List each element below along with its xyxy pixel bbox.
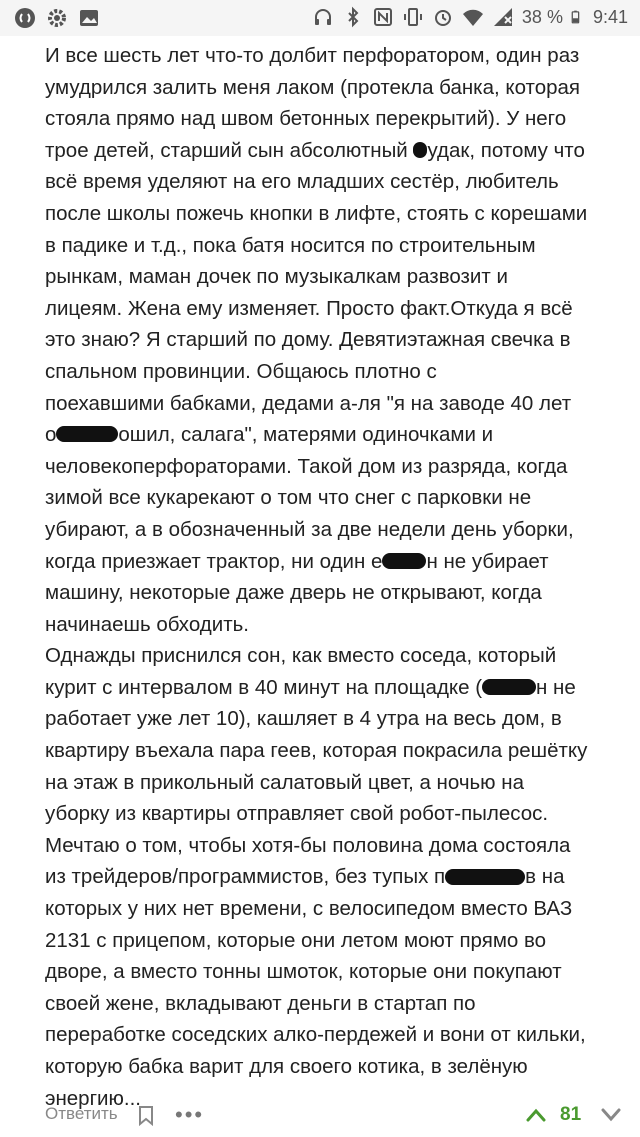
comment-actions <box>45 1102 615 1132</box>
reply-button[interactable]: Ответить <box>45 1104 118 1123</box>
comment-text-part: н не работает уже лет 10), кашляет в 4 утра на весь дом, в квартиру въехала пара геев, которая покрасила решётку на этаж в прикольный салатовый цвет, а ночью на уборку из квартиры отправляет свой робот-пылесос. Мечтаю о том, чтобы хотя-бы половина дома состояла из трейдеров/программистов, без тупых п <box>45 675 588 889</box>
battery-icon <box>571 6 585 28</box>
redaction-mark <box>56 426 118 442</box>
more-button[interactable]: ••• <box>175 1102 205 1127</box>
image-icon <box>78 7 100 29</box>
settings-gear-icon <box>46 7 68 29</box>
bluetooth-icon <box>342 6 364 28</box>
upvote-chevron-icon[interactable] <box>525 1106 547 1124</box>
comment-text-part: И все шесть лет что-то долбит перфоратором, один раз умудрился залить меня лаком (протекла банка, которая стояла прямо над швом бетонных перекрытий). У него трое детей, старший сын абсолютный <box>45 44 580 162</box>
bookmark-icon[interactable] <box>138 1106 154 1126</box>
shazam-icon <box>14 7 36 29</box>
redaction-mark <box>482 679 536 695</box>
status-bar <box>0 0 640 36</box>
redaction-mark <box>413 142 427 158</box>
comment-text-part: ошил, салага", матерями одиночками и человекоперфораторами. Такой дом из разряда, когда зимой все кукарекают о том что снег с парковки не убирают, а в обозначенный за две недели день уборки, когда приезжает трактор, ни один е <box>45 423 574 573</box>
comment-text-part: в на которых у них нет времени, с велосипедом вместо ВАЗ 2131 с прицепом, которые они летом моют прямо во дворе, а вместо тонны шмоток, которые они покупают своей жене, вкладывают деньги в стартап по переработке соседских алко-пердежей и вони от кильки, которую бабка варит для своего котика, в зелёную энергию... <box>45 865 586 1110</box>
vibrate-icon <box>402 6 424 28</box>
redaction-mark <box>445 869 525 885</box>
battery-percent: 38 % <box>521 6 563 27</box>
alarm-icon <box>432 6 454 28</box>
redaction-mark <box>382 553 426 569</box>
nfc-icon <box>372 6 394 28</box>
headphones-icon <box>312 6 334 28</box>
downvote-chevron-icon[interactable] <box>600 1106 622 1124</box>
comment-text <box>45 40 605 1114</box>
wifi-icon <box>462 6 484 28</box>
no-sim-icon <box>492 6 514 28</box>
clock: 9:41 <box>592 6 628 27</box>
comment-text-part: удак, потому что всё время уделяют на его младших сестёр, любитель после школы пожечь кнопки в лифте, стоять с корешами в падике и т.д., пока батя носится по строительным рынкам, маман дочек по музыкалкам развозит и лицеям. Жена ему изменяет. Просто факт.Откуда я всё это знаю? Я старший по дому. Девятиэтажная свечка в спальном провинции. Общаюсь плотно с поехавшими бабками, дедами а-ля "я на заводе 40 лет о <box>45 138 588 447</box>
comment-score: 81 <box>560 1104 582 1125</box>
comment-text-part: н не убирает машину, некоторые даже дверь не открывают, когда начинаешь обходить. Однажды приснился сон, как вместо соседа, который курит с интервалом в 40 минут на площадке ( <box>45 549 557 699</box>
